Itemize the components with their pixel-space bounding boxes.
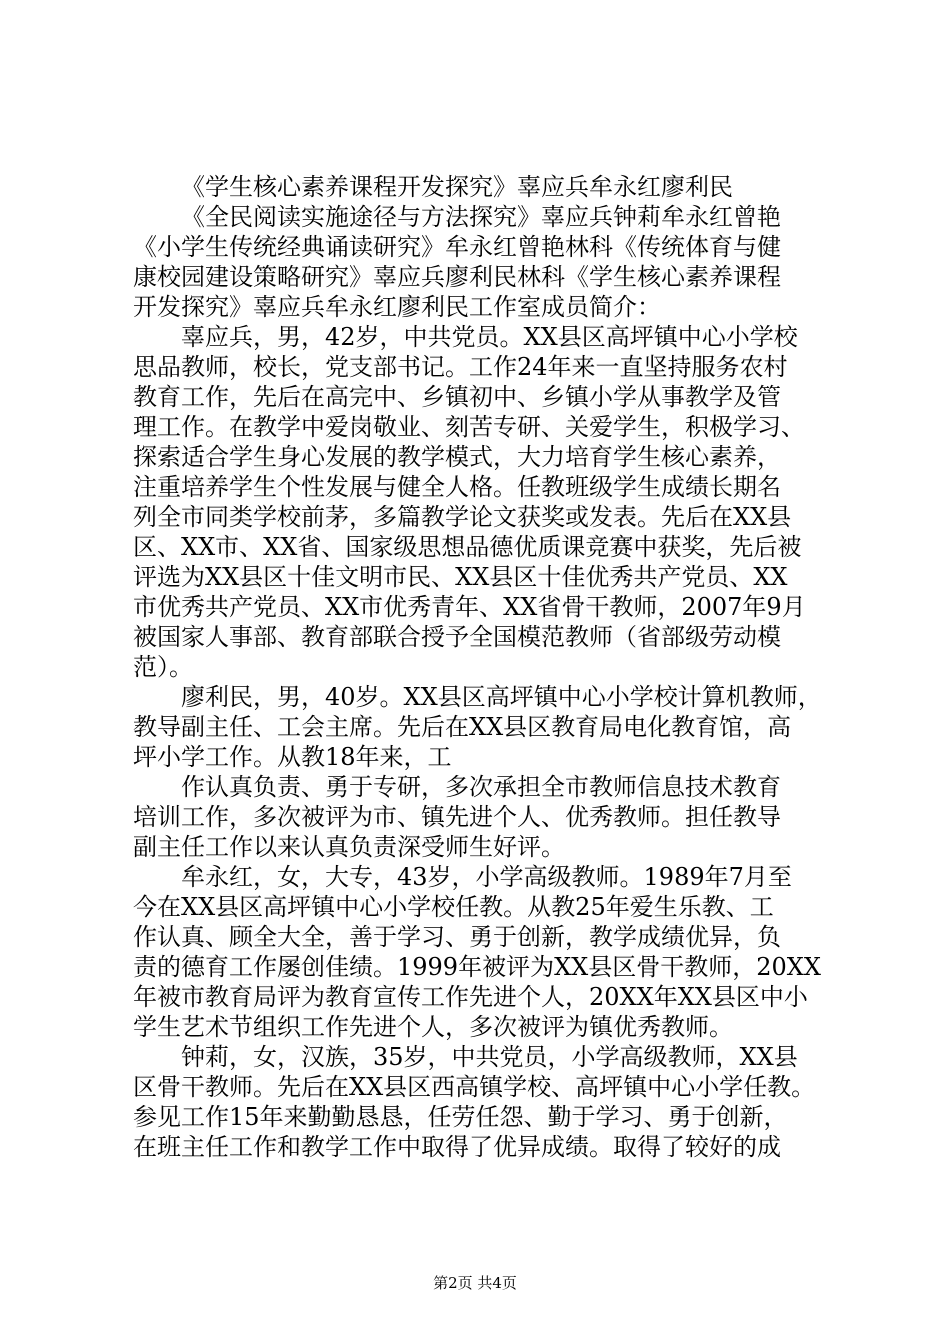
text-line: 作认真、顾全大全，善于学习、勇于创新，教学成绩优异，负	[133, 923, 781, 951]
text-line: 年被市教育局评为教育宣传工作先进个人，20XX年XX县区中小	[133, 983, 808, 1011]
text-line: 钟莉，女，汉族，35岁，中共党员，小学高级教师，XX县	[181, 1043, 798, 1071]
text-line: 作认真负责、勇于专研，多次承担全市教师信息技术教育	[181, 773, 781, 801]
text-line: 《小学生传统经典诵读研究》牟永红曾艳林科《传统体育与健	[133, 233, 781, 261]
text-line: 副主任工作以来认真负责深受师生好评。	[133, 833, 565, 861]
text-line: 培训工作，多次被评为市、镇先进个人、优秀教师。担任教导	[133, 803, 781, 831]
text-line: 区骨干教师。先后在XX县区西高镇学校、高坪镇中心小学任教。	[133, 1073, 816, 1101]
document-body	[133, 172, 833, 1162]
text-line: 教导副主任、工会主席。先后在XX县区教育局电化教育馆，高	[133, 713, 792, 741]
text-line: 在班主任工作和教学工作中取得了优异成绩。取得了较好的成	[133, 1133, 781, 1161]
text-line: 《全民阅读实施途径与方法探究》辜应兵钟莉牟永红曾艳	[181, 203, 781, 231]
text-line: 学生艺术节组织工作先进个人，多次被评为镇优秀教师。	[133, 1013, 733, 1041]
text-line: 参见工作15年来勤勤恳恳，任劳任怨、勤于学习、勇于创新，	[133, 1103, 788, 1131]
text-line: 今在XX县区高坪镇中心小学校任教。从教25年爱生乐教、工	[133, 893, 774, 921]
text-line: 教育工作，先后在高完中、乡镇初中、乡镇小学从事教学及管	[133, 383, 781, 411]
text-line: 开发探究》辜应兵牟永红廖利民工作室成员简介：	[133, 293, 661, 321]
text-line: 被国家人事部、教育部联合授予全国模范教师（省部级劳动模	[133, 623, 781, 651]
text-line: 范）。	[133, 653, 193, 681]
text-line: 康校园建设策略研究》辜应兵廖利民林科《学生核心素养课程	[133, 263, 781, 291]
text-line: 区、XX市、XX省、国家级思想品德优质课竞赛中获奖，先后被	[133, 533, 802, 561]
text-line: 廖利民，男，40岁。XX县区高坪镇中心小学校计算机教师，	[181, 683, 822, 711]
text-line: 思品教师，校长，党支部书记。工作24年来一直坚持服务农村	[133, 353, 788, 381]
text-line: 市优秀共产党员、XX市优秀青年、XX省骨干教师，2007年9月	[133, 593, 806, 621]
text-line: 责的德育工作屡创佳绩。1999年被评为XX县区骨干教师，20XX	[133, 953, 821, 981]
text-line: 坪小学工作。从教18年来，工	[133, 743, 452, 771]
page-number: 第2页 共4页	[433, 1274, 517, 1292]
text-line: 评选为XX县区十佳文明市民、XX县区十佳优秀共产党员、XX	[133, 563, 788, 591]
text-line: 牟永红，女，大专，43岁，小学高级教师。1989年7月至	[181, 863, 792, 891]
text-line: 《学生核心素养课程开发探究》辜应兵牟永红廖利民	[181, 173, 733, 201]
text-line: 列全市同类学校前茅，多篇教学论文获奖或发表。先后在XX县	[133, 503, 792, 531]
page-footer	[0, 1272, 950, 1293]
text-line: 探索适合学生身心发展的教学模式，大力培育学生核心素养，	[133, 443, 781, 471]
text-line: 辜应兵，男，42岁，中共党员。XX县区高坪镇中心小学校	[181, 323, 798, 351]
text-line: 注重培养学生个性发展与健全人格。任教班级学生成绩长期名	[133, 473, 781, 501]
text-line: 理工作。在教学中爱岗敬业、刻苦专研、关爱学生，积极学习、	[133, 413, 805, 441]
